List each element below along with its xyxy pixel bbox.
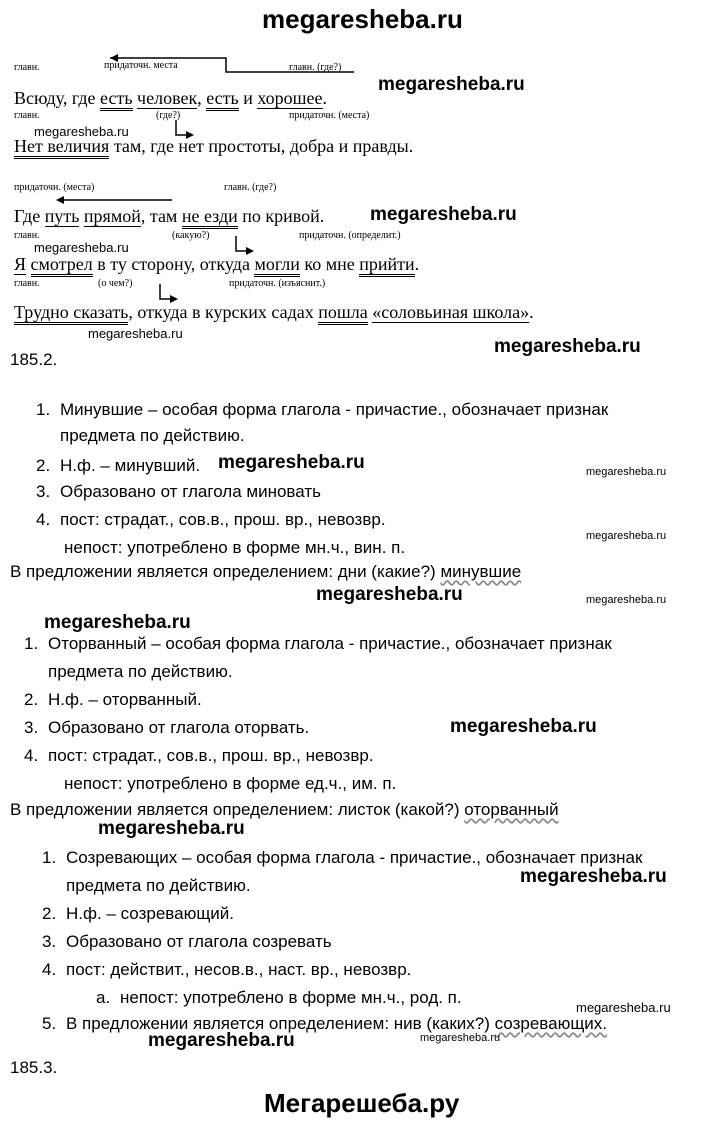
list-item: непост: употреблено в форме мн.ч., род. п. bbox=[120, 988, 462, 1007]
list-number: 5. bbox=[42, 1014, 57, 1033]
watermark: megaresheba.ru bbox=[586, 466, 667, 478]
list-item: Н.ф. – созревающий. bbox=[66, 904, 235, 923]
list-item: пост: действит., несов.в., наст. вр., невозвр. bbox=[66, 960, 412, 979]
clause-label: придаточн. (места) bbox=[14, 182, 95, 193]
watermark: megaresheba.ru bbox=[420, 1032, 501, 1044]
list-item: Н.ф. – минувший. bbox=[60, 456, 201, 475]
clause-label: (о чем?) bbox=[98, 278, 133, 289]
list-item: Минувшие – особая форма глагола - причастие., обозначает признак bbox=[60, 400, 609, 419]
list-number: 3. bbox=[24, 718, 39, 737]
clause-label: придаточн. (места) bbox=[289, 110, 370, 121]
clause-label: придаточн. (определит.) bbox=[299, 230, 401, 241]
list-item: Образовано от глагола созревать bbox=[66, 932, 332, 951]
watermark-bottom: Мегарешеба.ру bbox=[264, 1088, 460, 1118]
watermark: megaresheba.ru bbox=[316, 584, 463, 605]
clause-label: придаточн. места bbox=[104, 60, 178, 71]
watermark: megaresheba.ru bbox=[378, 74, 525, 95]
list-number: 2. bbox=[42, 904, 57, 923]
watermark: megaresheba.ru bbox=[34, 124, 129, 139]
clause-label: (какую?) bbox=[172, 230, 210, 241]
sentence-4: Я смотрел в ту сторону, откуда могли ко мне прийти. bbox=[14, 254, 419, 275]
clause-label: главн. (где?) bbox=[289, 62, 342, 73]
sentence-3: Где путь прямой, там не езди по кривой. bbox=[14, 206, 324, 227]
list-item: пост: страдат., сов.в., прош. вр., невозвр. bbox=[48, 746, 374, 765]
arrow-icon bbox=[104, 54, 364, 76]
watermark: megaresheba.ru bbox=[88, 326, 183, 341]
list-item: Оторванный – особая форма глагола - причастие., обозначает признак bbox=[48, 634, 612, 653]
list-item: предмета по действию. bbox=[66, 876, 251, 895]
list-item: пост: страдат., сов.в., прош. вр., невозвр. bbox=[60, 510, 386, 529]
list-item: Образовано от глагола миновать bbox=[60, 482, 321, 501]
list-item: В предложении является определением: нив (каких?) созревающих. bbox=[66, 1014, 608, 1033]
list-item: Н.ф. – оторванный. bbox=[48, 690, 202, 709]
watermark: megaresheba.ru bbox=[586, 594, 667, 606]
clause-label: (где?) bbox=[156, 110, 181, 121]
list-number: 4. bbox=[24, 746, 39, 765]
summary-line: В предложении является определением: листок (какой?) оторванный bbox=[10, 800, 559, 819]
list-number: 1. bbox=[42, 848, 57, 867]
list-item: непост: употреблено в форме мн.ч., вин. п. bbox=[64, 538, 406, 557]
clause-label: главн. bbox=[14, 110, 40, 121]
clause-label: главн. bbox=[14, 278, 40, 289]
sentence-5: Трудно сказать, откуда в курских садах пошла «соловьиная школа». bbox=[14, 302, 534, 323]
clause-label: главн. (где?) bbox=[224, 182, 277, 193]
list-item: Образовано от глагола оторвать. bbox=[48, 718, 310, 737]
watermark: megaresheba.ru bbox=[98, 818, 245, 839]
list-number: a. bbox=[96, 988, 111, 1007]
watermark: megaresheba.ru bbox=[450, 716, 597, 737]
list-item: Созревающих – особая форма глагола - причастие., обозначает признак bbox=[66, 848, 643, 867]
watermark-top: megaresheba.ru bbox=[262, 4, 463, 34]
clause-label: придаточн. (изъяснит.) bbox=[229, 278, 326, 289]
list-number: 1. bbox=[24, 634, 39, 653]
list-item: непост: употреблено в форме ед.ч., им. п. bbox=[64, 774, 397, 793]
watermark: megaresheba.ru bbox=[520, 866, 667, 887]
sentence-2: Нет величия там, где нет простоты, добра и правды. bbox=[14, 136, 413, 157]
section-number: 185.3. bbox=[10, 1058, 58, 1077]
list-item: предмета по действию. bbox=[60, 426, 245, 445]
watermark: megaresheba.ru bbox=[148, 1030, 295, 1051]
list-number: 1. bbox=[36, 400, 51, 419]
summary-line: В предложении является определением: дни (какие?) минувшие bbox=[10, 562, 522, 581]
clause-label: главн. bbox=[14, 62, 40, 73]
list-number: 4. bbox=[42, 960, 57, 979]
list-number: 2. bbox=[24, 690, 39, 709]
watermark: megaresheba.ru bbox=[586, 530, 667, 542]
list-number: 4. bbox=[36, 510, 51, 529]
clause-label: главн. bbox=[14, 230, 40, 241]
watermark: megaresheba.ru bbox=[370, 204, 517, 225]
watermark: megaresheba.ru bbox=[494, 336, 641, 357]
list-number: 3. bbox=[36, 482, 51, 501]
watermark: megaresheba.ru bbox=[576, 1000, 671, 1015]
watermark: megaresheba.ru bbox=[218, 452, 365, 473]
sentence-1: Всюду, где есть человек, есть и хорошее. bbox=[14, 88, 327, 109]
arrow-icon bbox=[54, 194, 176, 206]
list-item: предмета по действию. bbox=[48, 662, 233, 681]
watermark: megaresheba.ru bbox=[34, 240, 129, 255]
section-number: 185.2. bbox=[10, 350, 58, 369]
watermark: megaresheba.ru bbox=[44, 612, 191, 633]
list-number: 2. bbox=[36, 456, 51, 475]
list-number: 3. bbox=[42, 932, 57, 951]
